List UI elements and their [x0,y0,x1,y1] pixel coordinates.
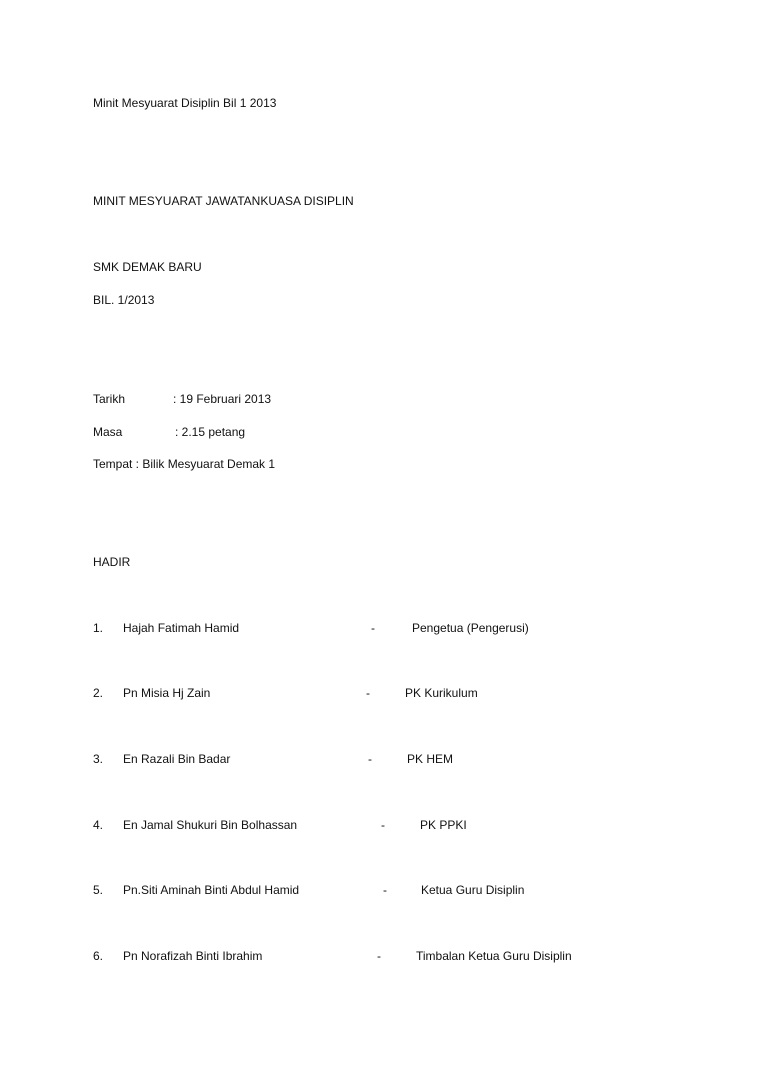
attendee-name: En Razali Bin Badar [123,752,231,766]
attendee-name: Pn Norafizah Binti Ibrahim [123,949,263,963]
attendee-name: Hajah Fatimah Hamid [123,621,240,635]
attendee-number: 3. [93,752,104,766]
attendee-dash: - [371,621,375,635]
attendee-dash: - [368,752,372,766]
tarikh-value: : 19 Februari 2013 [173,392,272,406]
attendee-name: Pn Misia Hj Zain [123,686,211,700]
hadir-heading: HADIR [93,555,131,569]
attendee-dash: - [377,949,381,963]
attendee-number: 5. [93,883,104,897]
attendee-dash: - [383,883,387,897]
attendee-role: PK Kurikulum [405,686,478,700]
attendee-dash: - [366,686,370,700]
attendee-number: 6. [93,949,104,963]
tempat-line: Tempat : Bilik Mesyuarat Demak 1 [93,457,276,471]
masa-value: : 2.15 petang [175,425,246,439]
tarikh-label: Tarikh [93,392,126,406]
attendee-role: Timbalan Ketua Guru Disiplin [416,949,572,963]
school-name: SMK DEMAK BARU [93,260,202,274]
attendee-number: 2. [93,686,104,700]
attendee-role: PK HEM [407,752,454,766]
attendee-role: Ketua Guru Disiplin [421,883,525,897]
attendee-name: En Jamal Shukuri Bin Bolhassan [123,818,298,832]
masa-label: Masa [93,425,123,439]
attendee-role: PK PPKI [420,818,467,832]
attendee-dash: - [381,818,385,832]
attendee-name: Pn.Siti Aminah Binti Abdul Hamid [123,883,300,897]
bil-number: BIL. 1/2013 [93,293,155,307]
doc-title: Minit Mesyuarat Disiplin Bil 1 2013 [93,96,277,110]
attendee-number: 4. [93,818,104,832]
attendee-number: 1. [93,621,104,635]
attendee-role: Pengetua (Pengerusi) [412,621,529,635]
heading: MINIT MESYUARAT JAWATANKUASA DISIPLIN [93,194,354,208]
